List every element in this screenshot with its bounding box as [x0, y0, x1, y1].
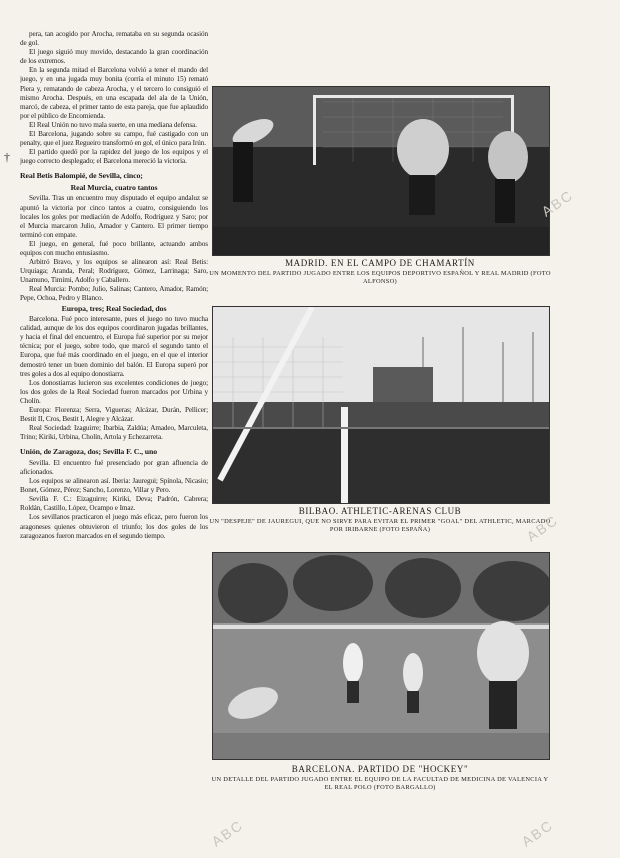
figure-title: BARCELONA. PARTIDO DE "HOCKEY" [291, 764, 469, 774]
paragraph: En la segunda mitad el Barcelona volvió a tener el mando del juego, y en una jugada muy bonita (corría el minuto 15) remató Piera y, rematando de cabeza Arocha, y el tercero lo consiguió el mismo Arocha. Después, en una escapada del ala de la Unión, marcó, de cabeza, el primer tanto de esta pareja, que fue aplaudido por el público de Encomienda. [20, 66, 208, 120]
paragraph: Real Murcia: Pombo; Julio, Salinas; Cantero, Amador, Ramón; Pepe, Ochoa, Pedro y Blanco. [20, 285, 208, 303]
figure-caption: UN MOMENTO DEL PARTIDO JUGADO ENTRE LOS EQUIPOS DEPORTIVO ESPAÑOL Y REAL MADRID (FOTO ALFONSO) [209, 270, 551, 285]
paragraph: Los equipos se alinearon así. Iberia: Jauregui; Spínola, Nicasio; Bonet, Gómez, Pérez; Sancho, Lorenzo, Villar y Pero. [20, 477, 208, 495]
photo-chamartin-match [212, 86, 550, 256]
match-headline-betis: Real Betis Balompié, de Sevilla, cinco; [20, 171, 143, 181]
watermark: ABC [538, 186, 577, 220]
figure-caption: UN "DESPEJE" DE JAUREGUI, QUE NO SIRVE PARA EVITAR EL PRIMER "GOAL" DEL ATHLETIC, MARCADO POR IRIBARNE (FOTO ESPAÑA) [209, 518, 551, 533]
paragraph: El Barcelona, jugando sobre su campo, fué castigado con un penalty, que el juez Regueiro transformó en gol, el único para Irún. [20, 130, 208, 148]
paragraph: El juego, en general, fué poco brillante, actuando ambos equipos con mucho entusiasmo. [20, 239, 208, 257]
match-headline-union: Unión, de Zaragoza, dos; Sevilla F. C., uno [20, 447, 158, 457]
margin-mark: † [4, 150, 10, 164]
paragraph: Los donostiarras lucieron sus excelentes condiciones de juego; los dos goles de la Real Sociedad fueron marcados por Urbina y Cholín. [20, 378, 208, 405]
match-headline-europa: Europa, tres; Real Sociedad, dos [61, 303, 167, 313]
figure-title: MADRID. EN EL CAMPO DE CHAMARTÍN [285, 258, 475, 268]
paragraph: Los sevillanos practicaron el juego más eficaz, pero fueron los aragoneses quienes obtuvieron el triunfo; los dos goles de los zaragozanos fueron marcados en el segundo tiempo. [20, 513, 208, 540]
watermark: ABC [518, 816, 557, 850]
paragraph: Sevilla. El encuentro fué presenciado por gran afluencia de aficionados. [20, 458, 208, 476]
paragraph: El Real Unión no tuvo mala suerte, en una mediana defensa. [29, 120, 197, 129]
figure-caption: UN DETALLE DEL PARTIDO JUGADO ENTRE EL EQUIPO DE LA FACULTAD DE MEDICINA DE VALENCIA Y EL REAL POLO (FOTO BARGALLO) [211, 776, 549, 791]
paragraph: Barcelona. Fué poco interesante, pues el juego no tuvo mucha calidad, aunque de los dos equipos coordinaron jugadas brillantes, y hacia el final del encuentro, el Europa fué superior por su mejor técnica; por el juego, sobre todo, que marcó el segundo tanto el Europa, que fué más coordinado en el juego, en el que el interior demostró tener un buen dominio del balón. El Europa superó por tres goles a dos al equipo donostiarra. [20, 315, 208, 378]
watermark: ABC [523, 511, 562, 545]
paragraph: El juego siguió muy movido, destacando la gran coordinación de los extremos. [20, 48, 208, 66]
figure-title: BILBAO. ATHLETIC-ARENAS CLUB [298, 506, 462, 516]
paragraph: Sevilla. Tras un encuentro muy disputado el equipo andaluz se apuntó la victoria por cinco tantos a cuatro, consiguiendo los locales los goles por mediación de Adolfo, Rodríguez y Saro; por el Murcia marcaron Julio, Amador y Cantero. El primer tiempo terminó con empate. [20, 194, 208, 239]
paragraph: El partido quedó por la rapidez del juego de los equipos y el juego correcto desplegado; el Barcelona mereció la victoria. [20, 148, 208, 166]
paragraph: Arbitró Bravo, y los equipos se alinearon así: Real Betis: Urquiaga; Aranda, Peral; Rodríguez, Gómez, Larrinaga; Saro, Unamuno, Timimi, Adolfo y Caballero. [20, 258, 208, 285]
paragraph: Europa: Florenza; Serra, Vigueras; Alcázar, Durán, Pellicer; Bestit II, Cros, Bestit I, Alegre y Alcázar. [20, 405, 208, 424]
left-text-column [20, 30, 208, 830]
photo-barcelona-hockey [212, 552, 550, 760]
paragraph: pera, tan acogido por Arocha, remataba en su segunda ocasión de gol. [20, 30, 208, 48]
watermark: ABC [208, 816, 247, 850]
paragraph: Sevilla F. C.: Eizaguirre; Kiriki, Deva; Padrón, Cabrera; Roldán, Castillo, López, Ocampo e Imaz. [20, 495, 208, 513]
paragraph: Real Sociedad: Izaguirre; Ibarbia, Zaldúa; Amadeo, Marculeta, Trino; Kiriki, Urbina, Cholín, Artola y Echezarreta. [20, 424, 208, 442]
match-headline-betis-sub: Real Murcia, cuatro tantos [70, 182, 158, 192]
photo-bilbao-goal [212, 306, 550, 504]
